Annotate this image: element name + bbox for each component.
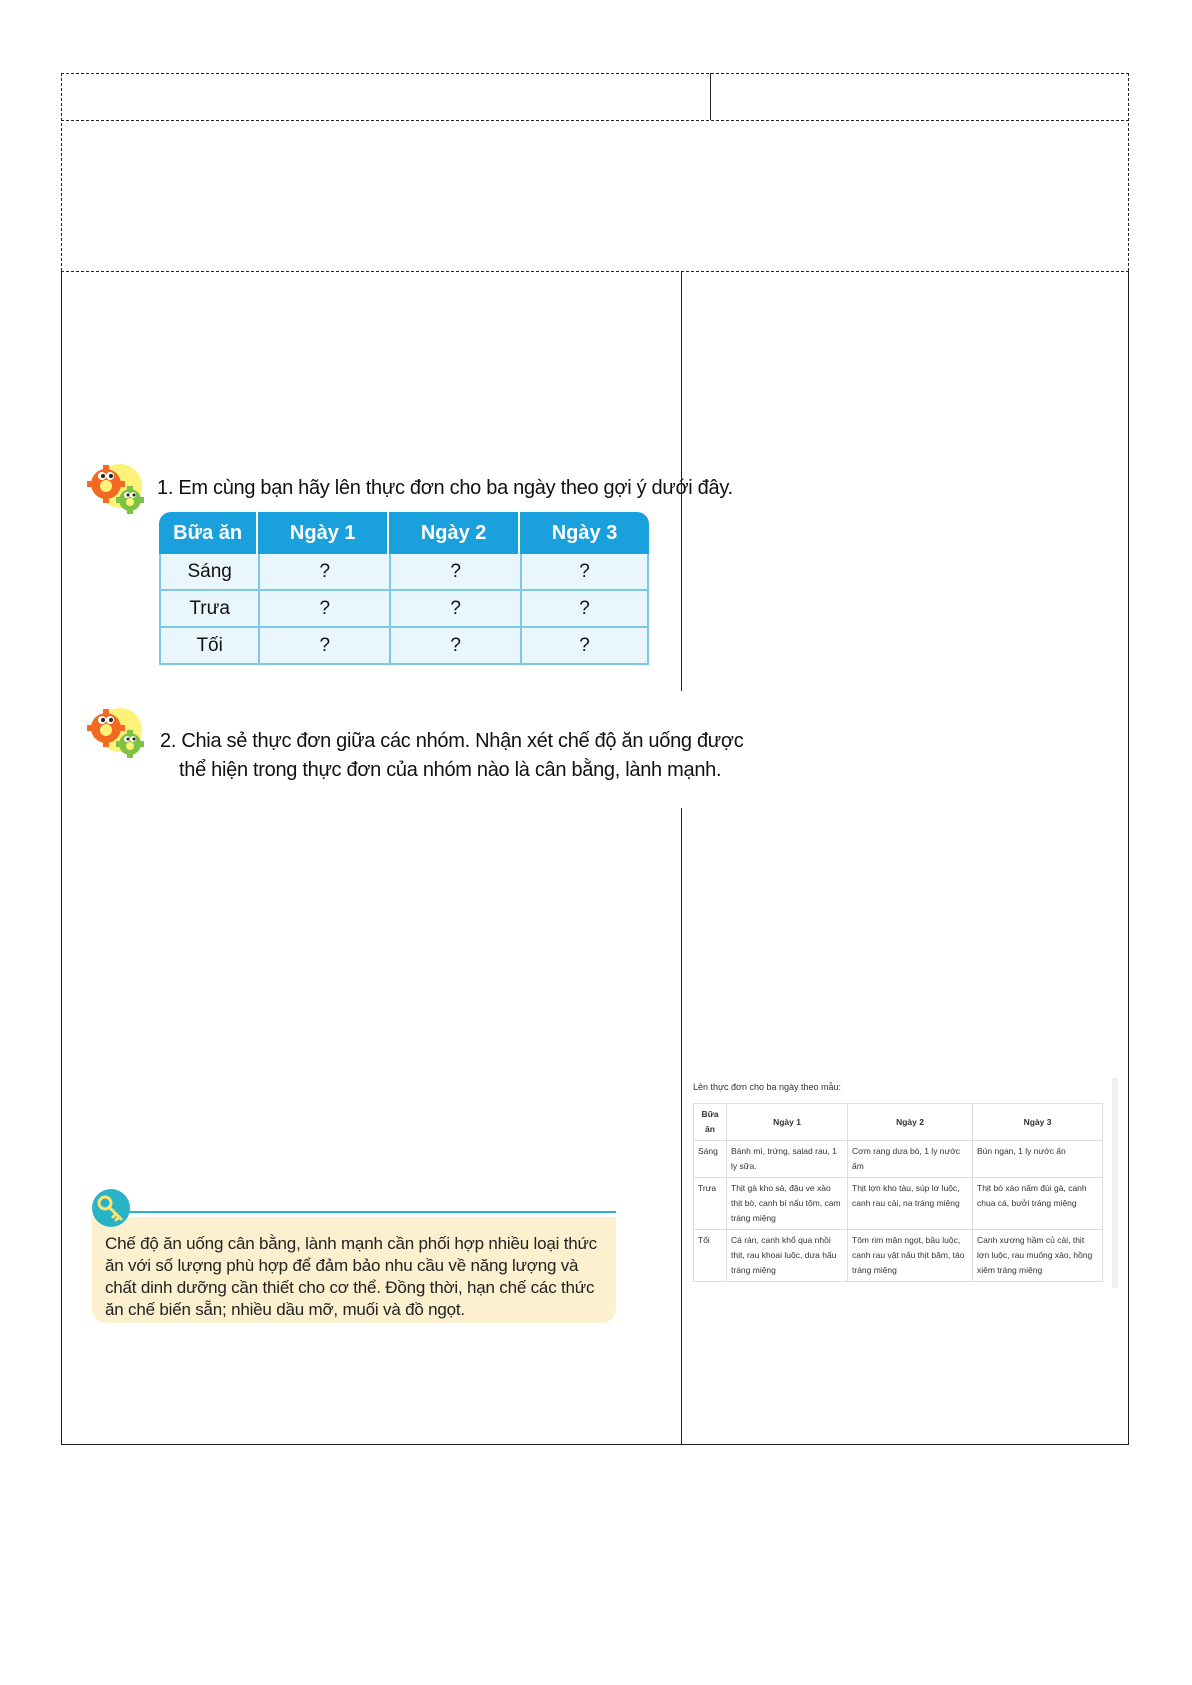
frame-right-edge-top bbox=[1128, 73, 1129, 271]
sample-header-day-1: Ngày 1 bbox=[727, 1104, 848, 1141]
table-row bbox=[694, 1178, 1103, 1230]
table-cell: Bún ngan, 1 ly nước ấn bbox=[973, 1141, 1103, 1178]
note-text: Chế độ ăn uống cân bằng, lành mạnh cần phối hợp nhiều loại thức ăn với số lượng phù hợp để đảm bảo nhu cầu về năng lượng và chất dinh dưỡng cần thiết cho cơ thể. Đồng thời, hạn chế các thức ăn chế biến sẵn; nhiều dầu mỡ, muối và đồ ngọt. bbox=[105, 1234, 597, 1319]
table-row bbox=[694, 1141, 1103, 1178]
note-top-rule bbox=[128, 1211, 616, 1213]
sample-menu-table bbox=[693, 1103, 1103, 1282]
table-row bbox=[159, 554, 649, 591]
sample-meal-cell: Tối bbox=[694, 1230, 727, 1282]
table-cell: Thịt gà kho sả, đậu ve xào thịt bò, canh bí nấu tôm, cam tráng miệng bbox=[727, 1178, 848, 1230]
table-cell: ? bbox=[258, 628, 389, 665]
table-row bbox=[159, 628, 649, 665]
menu-table-header-row bbox=[159, 512, 649, 554]
frame-top-line bbox=[61, 73, 1129, 74]
header-day-1: Ngày 1 bbox=[258, 512, 389, 554]
header-cell-divider bbox=[710, 73, 711, 120]
task-1-text: 1. Em cùng bạn hãy lên thực đơn cho ba ngày theo gợi ý dưới đây. bbox=[157, 477, 733, 499]
header-day-3: Ngày 3 bbox=[520, 512, 649, 554]
table-cell: ? bbox=[520, 628, 649, 665]
frame-section-divider bbox=[61, 271, 1129, 272]
frame-right-edge bbox=[1128, 271, 1129, 1444]
sample-header-row bbox=[694, 1104, 1103, 1141]
meal-cell: Trưa bbox=[159, 591, 258, 628]
table-cell: ? bbox=[389, 554, 520, 591]
gear-mascot-icon bbox=[86, 462, 148, 518]
menu-table bbox=[159, 512, 649, 665]
table-cell: ? bbox=[520, 554, 649, 591]
sample-meal-cell: Sáng bbox=[694, 1141, 727, 1178]
task-2-line-1: 2. Chia sẻ thực đơn giữa các nhóm. Nhận xét chế độ ăn uống được bbox=[160, 730, 744, 752]
meal-cell: Sáng bbox=[159, 554, 258, 591]
gear-mascot-icon bbox=[86, 706, 148, 762]
table-cell: ? bbox=[258, 554, 389, 591]
frame-bottom-line bbox=[61, 1444, 1129, 1445]
sample-header-meal: Bữa ăn bbox=[694, 1104, 727, 1141]
task-2-line-2: thể hiện trong thực đơn của nhóm nào là cân bằng, lành mạnh. bbox=[179, 759, 722, 781]
table-cell: Canh xương hầm củ cải, thịt lợn luộc, rau muống xào, hồng xiêm tráng miệng bbox=[973, 1230, 1103, 1282]
column-divider-lower bbox=[681, 808, 682, 1444]
sample-meal-cell: Trưa bbox=[694, 1178, 727, 1230]
table-cell: Thịt bò xào nấm đùi gà, canh chua cá, bưởi tráng miệng bbox=[973, 1178, 1103, 1230]
frame-left-edge-top bbox=[61, 73, 62, 271]
table-cell: ? bbox=[258, 591, 389, 628]
table-cell: ? bbox=[389, 628, 520, 665]
sample-title: Lên thực đơn cho ba ngày theo mẫu: bbox=[693, 1082, 842, 1092]
meal-cell: Tối bbox=[159, 628, 258, 665]
table-cell: Cơm rang dưa bò, 1 ly nước ấm bbox=[848, 1141, 973, 1178]
frame-header-divider bbox=[61, 120, 1129, 121]
key-icon bbox=[91, 1188, 131, 1228]
table-cell: Tôm rim mặn ngọt, bầu luộc, canh rau vặt nấu thịt băm, táo tráng miệng bbox=[848, 1230, 973, 1282]
table-row bbox=[694, 1230, 1103, 1282]
table-row bbox=[159, 591, 649, 628]
table-cell: Bánh mì, trứng, salad rau, 1 ly sữa. bbox=[727, 1141, 848, 1178]
table-cell: ? bbox=[520, 591, 649, 628]
frame-left-edge bbox=[61, 271, 62, 1444]
header-meal: Bữa ăn bbox=[159, 512, 258, 554]
header-day-2: Ngày 2 bbox=[389, 512, 520, 554]
table-cell: Thịt lợn kho tàu, súp lơ luộc, canh rau cải, na tráng miệng bbox=[848, 1178, 973, 1230]
sample-scrollbar-shadow bbox=[1112, 1078, 1118, 1288]
sample-header-day-2: Ngày 2 bbox=[848, 1104, 973, 1141]
table-cell: ? bbox=[389, 591, 520, 628]
table-cell: Cá rán, canh khổ qua nhồi thịt, rau khoai luộc, dưa hấu tráng miệng bbox=[727, 1230, 848, 1282]
sample-header-day-3: Ngày 3 bbox=[973, 1104, 1103, 1141]
